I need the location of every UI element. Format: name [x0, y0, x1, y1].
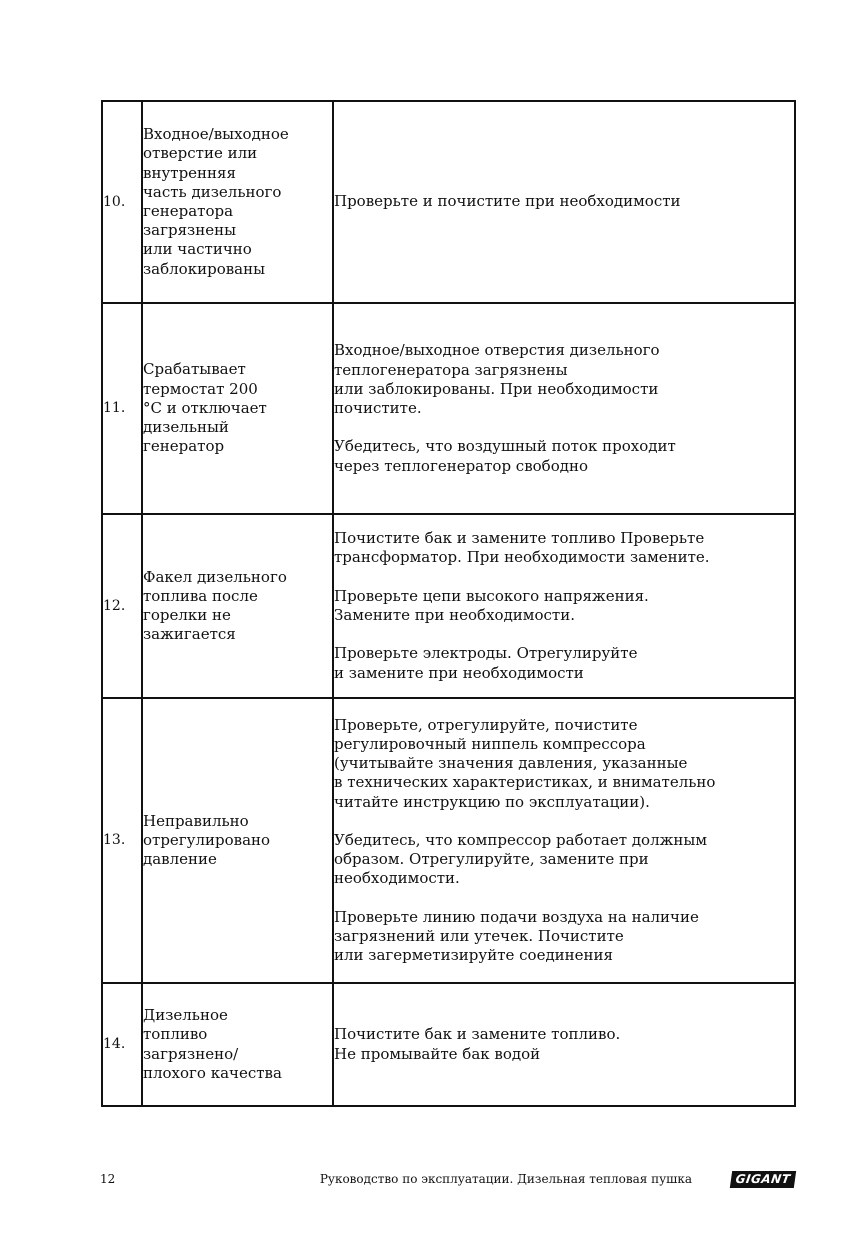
problem-line: внутренняя — [143, 163, 236, 182]
problem-line: топливо — [143, 1025, 208, 1044]
solution-line: Не промывайте бак водой — [334, 1044, 541, 1063]
solution-cell — [333, 983, 795, 1106]
page-number: 12 — [100, 1172, 116, 1186]
solution-line: или заблокированы. При необходимости — [334, 379, 659, 398]
solution-line: Убедитесь, что воздушный поток проходит — [334, 437, 676, 456]
solution-cell — [333, 101, 795, 303]
problem-line: часть дизельного — [143, 182, 282, 201]
solution-line: Почистите бак и замените топливо. — [334, 1025, 621, 1044]
row-number: 10. — [102, 101, 142, 303]
solution-cell — [333, 698, 795, 983]
solution-line: Почистите бак и замените топливо Проверьте — [334, 529, 705, 548]
solution-line: Убедитесь, что компрессор работает должным — [334, 830, 708, 849]
problem-line: давление — [143, 850, 217, 869]
problem-line: °С и отключает — [143, 398, 267, 417]
solution-line: загрязнений или утечек. Почистите — [334, 926, 624, 945]
problem-line: Срабатывает — [143, 360, 246, 379]
solution-cell — [333, 514, 795, 698]
row-number: 14. — [102, 983, 142, 1106]
solution-line: почистите. — [334, 398, 422, 417]
solution-line: (учитывайте значения давления, указанные — [334, 754, 688, 773]
paragraph-gap — [334, 568, 794, 587]
solution-line: Проверьте, отрегулируйте, почистите — [334, 715, 638, 734]
problem-line: загрязнены — [143, 221, 237, 240]
problem-line: отверстие или — [143, 144, 258, 163]
solution-line: регулировочный ниппель компрессора — [334, 734, 646, 753]
solution-line: Проверьте электроды. Отрегулируйте — [334, 644, 638, 663]
solution-line: необходимости. — [334, 869, 460, 888]
problem-line: или частично — [143, 240, 252, 259]
problem-line: дизельный — [143, 418, 229, 437]
solution-line: читайте инструкцию по эксплуатации). — [334, 792, 650, 811]
problem-line: отрегулировано — [143, 830, 271, 849]
solution-line: в технических характеристиках, и внимательно — [334, 773, 716, 792]
paragraph-gap — [334, 418, 794, 437]
page-footer — [0, 1170, 867, 1192]
problem-line: Входное/выходное — [143, 125, 289, 144]
problem-line: генератор — [143, 437, 225, 456]
problem-cell — [142, 983, 333, 1106]
table-row — [102, 303, 795, 514]
solution-cell — [333, 303, 795, 514]
problem-cell — [142, 101, 333, 303]
row-number: 11. — [102, 303, 142, 514]
solution-line: Проверьте цепи высокого напряжения. — [334, 586, 649, 605]
table-row — [102, 698, 795, 983]
problem-line: Неправильно — [143, 811, 249, 830]
solution-line: Входное/выходное отверстия дизельного — [334, 341, 660, 360]
problem-line: зажигается — [143, 625, 236, 644]
paragraph-gap — [334, 889, 794, 908]
brand-logo: GIGANT — [730, 1171, 796, 1188]
problem-line: горелки не — [143, 606, 231, 624]
solution-line: и замените при необходимости — [334, 663, 584, 682]
solution-line: Замените при необходимости. — [334, 606, 575, 624]
problem-cell — [142, 303, 333, 514]
problem-line: топлива после — [143, 586, 258, 605]
solution-line: или загерметизируйте соединения — [334, 946, 614, 965]
solution-line: трансформатор. При необходимости замените. — [334, 548, 710, 567]
problem-line: термостат 200 — [143, 379, 258, 398]
problem-line: генератора — [143, 202, 234, 220]
problem-line: плохого качества — [143, 1063, 282, 1082]
solution-line: теплогенератора загрязнены — [334, 360, 568, 379]
table-row — [102, 983, 795, 1106]
solution-line: Проверьте и почистите при необходимости — [334, 192, 681, 211]
row-number: 12. — [102, 514, 142, 698]
problem-cell — [142, 698, 333, 983]
row-number: 13. — [102, 698, 142, 983]
paragraph-gap — [334, 625, 794, 644]
document-title: Руководство по эксплуатации. Дизельная тепловая пушка — [319, 1172, 692, 1186]
paragraph-gap — [334, 812, 794, 831]
solution-line: через теплогенератор свободно — [334, 456, 589, 475]
solution-line: Проверьте линию подачи воздуха на наличие — [334, 907, 699, 926]
table-row — [102, 514, 795, 698]
problem-line: заблокированы — [143, 259, 266, 278]
problem-cell — [142, 514, 333, 698]
troubleshooting-table — [101, 100, 796, 1107]
problem-line: Факел дизельного — [143, 567, 287, 586]
solution-line: образом. Отрегулируйте, замените при — [334, 850, 649, 869]
problem-line: Дизельное — [143, 1006, 228, 1025]
table-row — [102, 101, 795, 303]
problem-line: загрязнено/ — [143, 1044, 239, 1063]
